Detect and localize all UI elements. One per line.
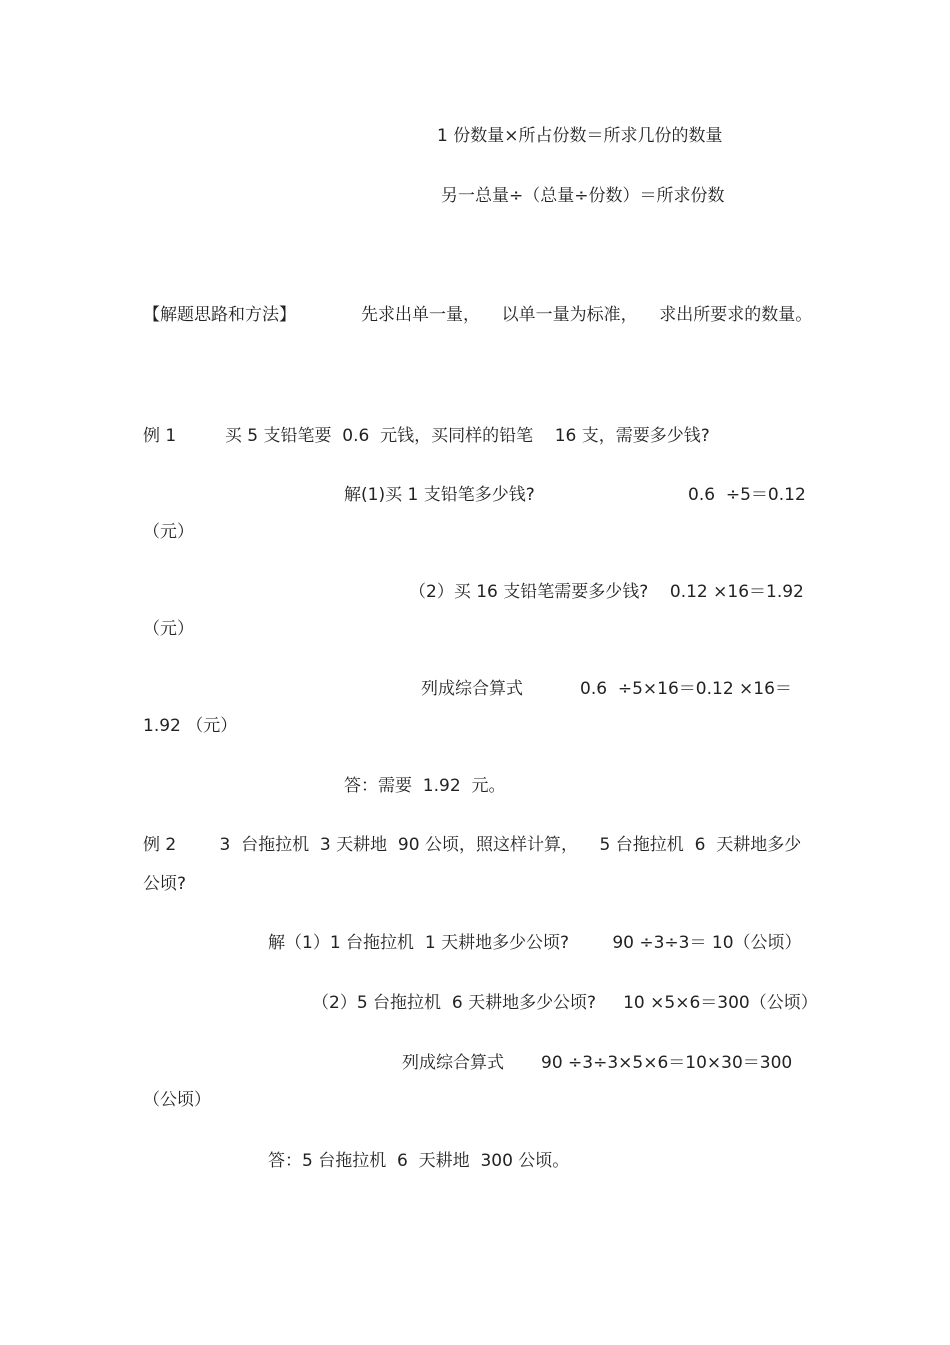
example-1-step-1-text: 解(1)买 1 支铅笔多少钱?	[344, 485, 535, 505]
example-1-question: 例 1 买 5 支铅笔要 0.6 元钱，买同样的铅笔 16 支，需要多少钱?	[143, 426, 710, 446]
example-1-combined-result: 1.92 （元）	[143, 716, 238, 736]
example-1-answer: 答：需要 1.92 元。	[344, 776, 506, 796]
method-text: 先求出单一量， 以单一量为标准， 求出所要求的数量。	[361, 305, 813, 325]
example-1-combined-label: 列成综合算式	[421, 679, 523, 699]
example-2-combined-calc: 90 ÷3÷3×5×6＝10×30＝300	[541, 1053, 793, 1073]
formula-line-2: 另一总量÷（总量÷份数）＝所求份数	[441, 186, 725, 206]
example-1-combined-calc: 0.6 ÷5×16＝0.12 ×16＝	[580, 679, 792, 699]
example-1-step-1-calc: 0.6 ÷5＝0.12	[688, 485, 806, 505]
example-1-step-2: （2）买 16 支铅笔需要多少钱? 0.12 ×16＝1.92	[409, 582, 804, 602]
example-2-combined-label: 列成综合算式	[402, 1053, 504, 1073]
method-label: 【解题思路和方法】	[143, 305, 296, 325]
example-2-step-2: （2）5 台拖拉机 6 天耕地多少公顷? 10 ×5×6＝300（公顷）	[312, 993, 818, 1013]
example-2-answer: 答：5 台拖拉机 6 天耕地 300 公顷。	[268, 1151, 570, 1171]
example-2-question-line-1: 例 2 3 台拖拉机 3 天耕地 90 公顷，照这样计算， 5 台拖拉机 6 天耕地多少	[143, 835, 802, 855]
example-1-step-2-unit: （元）	[143, 619, 194, 639]
example-2-step-1: 解（1）1 台拖拉机 1 天耕地多少公顷? 90 ÷3÷3＝ 10（公顷）	[268, 933, 802, 953]
formula-line-1: 1 份数量×所占份数＝所求几份的数量	[437, 126, 723, 146]
example-2-question-line-2: 公顷?	[143, 874, 187, 894]
example-2-combined-unit: （公顷）	[143, 1090, 211, 1110]
example-1-step-1-unit: （元）	[143, 522, 194, 542]
